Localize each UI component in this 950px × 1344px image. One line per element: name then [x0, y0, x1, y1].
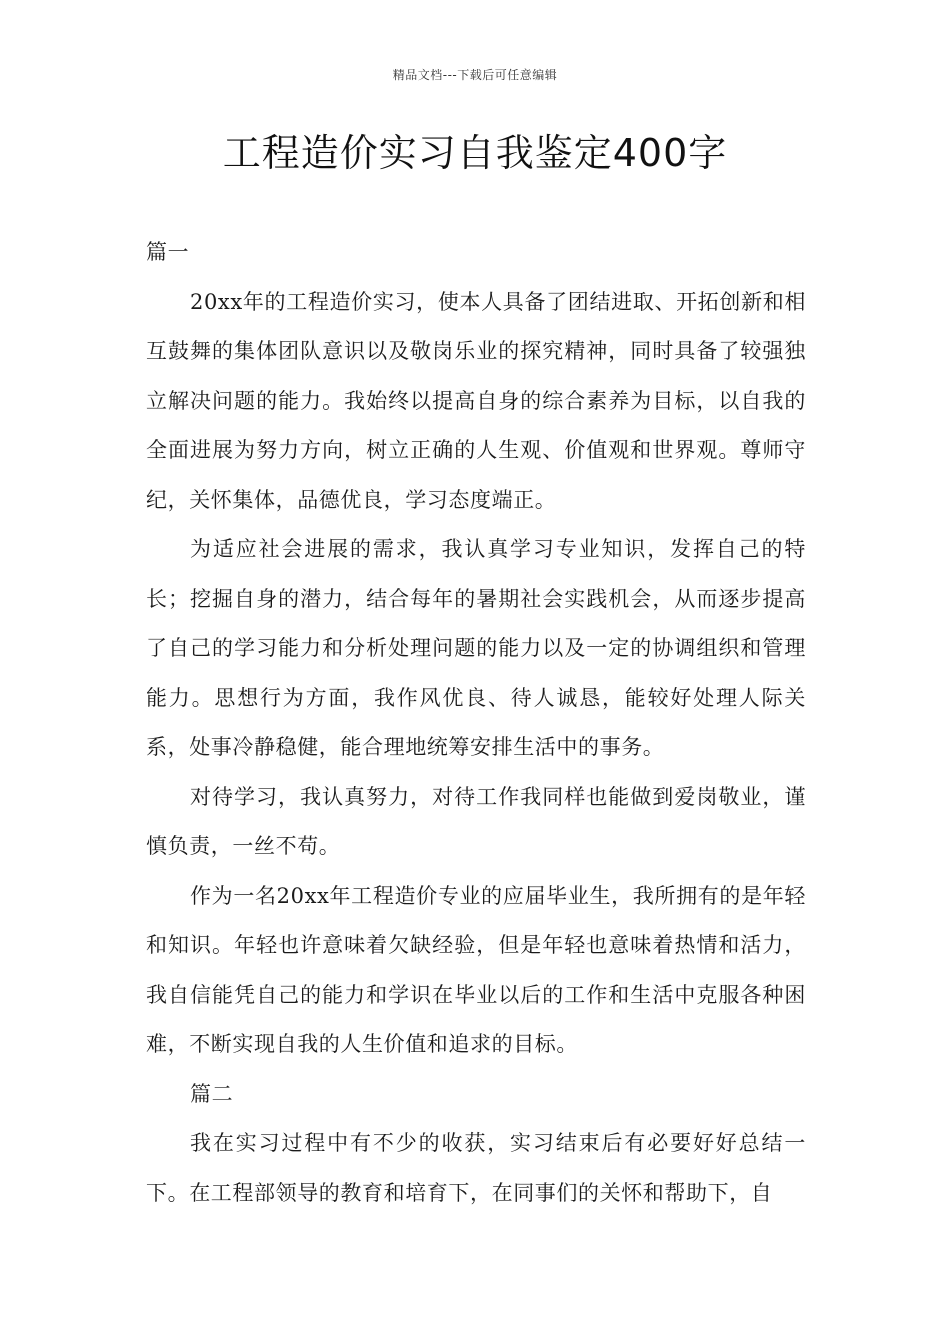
paragraph: 我在实习过程中有不少的收获，实习结束后有必要好好总结一下。在工程部领导的教育和培育下，在同事们的关怀和帮助下，自	[146, 1131, 806, 1205]
paragraph: 作为一名20xx年工程造价专业的应届毕业生，我所拥有的是年轻和知识。年轻也许意味着欠缺经验，但是年轻也意味着热情和活力，我自信能凭自己的能力和学识在毕业以后的工作和生活中克服各种困难，不断实现自我的人生价值和追求的目标。	[146, 883, 806, 1056]
paragraph: 对待学习，我认真努力，对待工作我同样也能做到爱岗敬业，谨慎负责，一丝不苟。	[146, 784, 806, 858]
section-label-2: 篇二	[190, 1081, 234, 1106]
paragraph: 20xx年的工程造价实习，使本人具备了团结进取、开拓创新和相互鼓舞的集体团队意识以及敬岗乐业的探究精神，同时具备了较强独立解决问题的能力。我始终以提高自身的综合素养为目标，以自我的全面进展为努力方向，树立正确的人生观、价值观和世界观。尊师守纪，关怀集体，品德优良，学习态度端正。	[146, 289, 806, 512]
paragraph: 为适应社会进展的需求，我认真学习专业知识，发挥自己的特长；挖掘自身的潜力，结合每年的暑期社会实践机会，从而逐步提高了自己的学习能力和分析处理问题的能力以及一定的协调组织和管理能力。思想行为方面，我作风优良、待人诚恳，能较好处理人际关系，处事冷静稳健，能合理地统筹安排生活中的事务。	[146, 537, 806, 759]
section-label-1: 篇一	[146, 240, 190, 264]
header-note: 精品文档---下载后可任意编辑	[392, 68, 558, 82]
document-title: 工程造价实习自我鉴定400字	[222, 131, 728, 175]
document-body	[146, 228, 806, 1218]
